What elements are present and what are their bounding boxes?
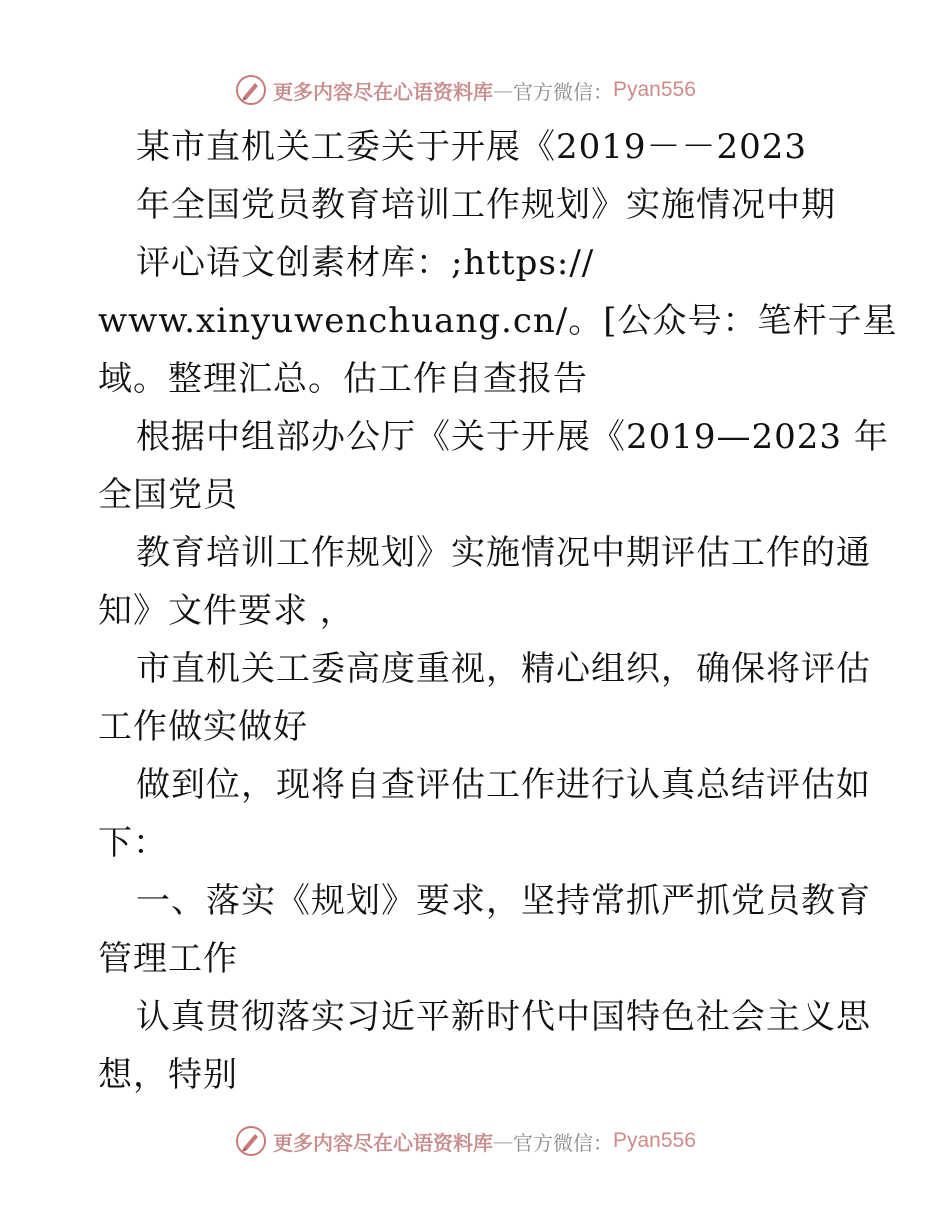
header-watermark-banner	[235, 73, 696, 107]
banner-wechat-label: 官方微信：	[513, 1130, 613, 1155]
banner-main-text: 更多内容尽在心语资料库	[273, 79, 493, 104]
text-line: 做到位，现将自查评估工作进行认真总结评估如	[136, 765, 871, 805]
text-line: 管理工作	[98, 939, 238, 979]
text-line: 一、落实《规划》要求，坚持常抓严抓党员教育	[136, 881, 871, 921]
text-line: 年全国党员教育培训工作规划》实施情况中期	[136, 185, 836, 225]
text-line: 下：	[98, 823, 168, 863]
footer-watermark-banner	[235, 1124, 696, 1158]
banner-wechat-account: Pyan556	[613, 78, 696, 101]
banner-separator: —	[493, 78, 513, 102]
banner-separator: —	[493, 1129, 513, 1153]
text-line: 评心语文创素材库：;https://	[136, 243, 595, 283]
banner-wechat-account: Pyan556	[613, 1129, 696, 1152]
banner-wechat-label: 官方微信：	[513, 79, 613, 104]
pen-logo-icon	[235, 1125, 267, 1157]
text-line: 认真贯彻落实习近平新时代中国特色社会主义思	[136, 997, 871, 1037]
text-line: 根据中组部办公厅《关于开展《2019—2023 年	[136, 417, 889, 457]
document-body	[98, 118, 898, 1104]
text-line: 全国党员	[98, 475, 238, 515]
text-line: www.xinyuwenchuang.cn/。[公众号：笔杆子星	[98, 301, 898, 341]
text-line: 域。整理汇总。估工作自查报告	[98, 359, 588, 399]
text-line: 教育培训工作规划》实施情况中期评估工作的通	[136, 533, 871, 573]
text-line: 某市直机关工委关于开展《2019－－2023	[136, 127, 808, 167]
text-line: 想，特别	[98, 1055, 238, 1095]
banner-main-text: 更多内容尽在心语资料库	[273, 1130, 493, 1155]
text-line: 市直机关工委高度重视，精心组织，确保将评估	[136, 649, 871, 689]
text-line: 知》文件要求 ，	[98, 591, 355, 631]
pen-logo-icon	[235, 74, 267, 106]
text-line: 工作做实做好	[98, 707, 308, 747]
